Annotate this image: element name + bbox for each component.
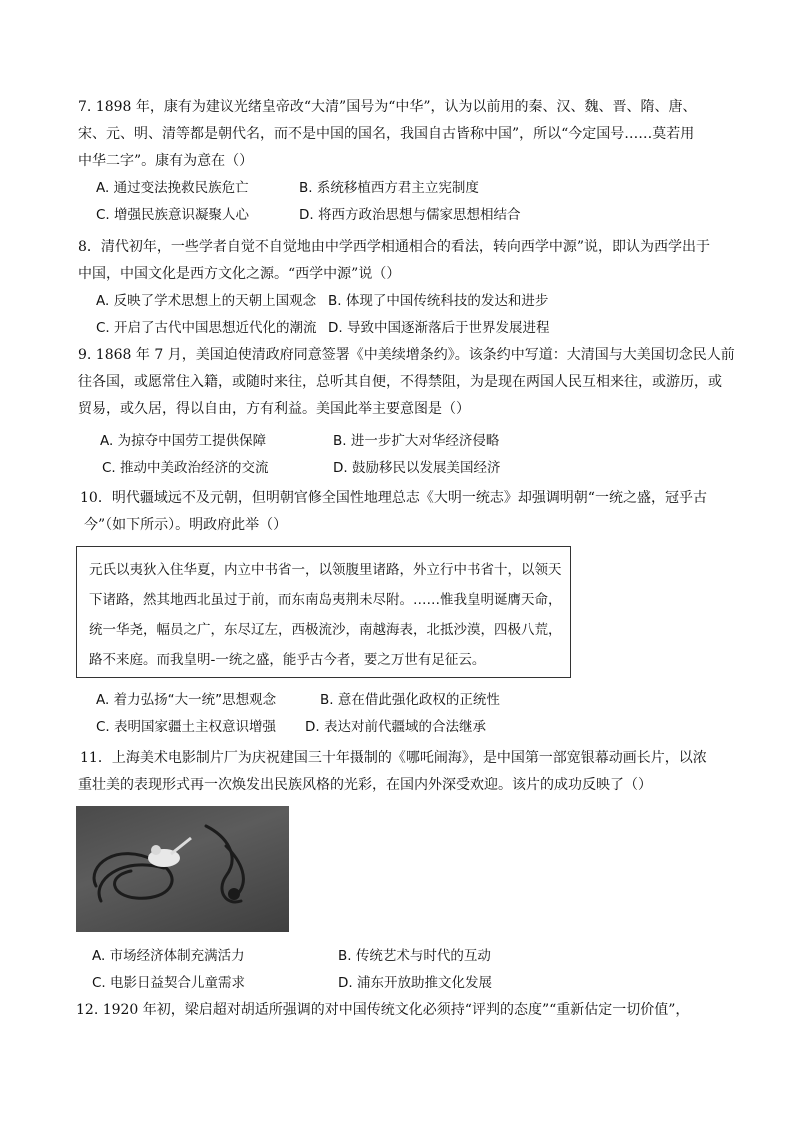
nezha-film-still-image bbox=[76, 806, 289, 932]
q10-quote-line-3: 统一华尧，幅员之广，东尽辽左，西极流沙，南越海表，北抵沙漠，四极八荒， bbox=[89, 622, 562, 638]
q9-stem-line-3: 贸易，或久居，得以自由，方有利益。美国此举主要意图是（） bbox=[78, 401, 470, 417]
q7-option-d: D. 将西方政治思想与儒家思想相结合 bbox=[299, 207, 521, 223]
q7-option-a: A. 通过变法挽救民族危亡 bbox=[96, 180, 249, 196]
q11-option-a: A. 市场经济体制充满活力 bbox=[92, 948, 245, 964]
q9-option-d: D. 鼓励移民以发展美国经济 bbox=[333, 460, 501, 476]
q11-stem-line-2: 重壮美的表现形式再一次焕发出民族风格的光彩，在国内外深受欢迎。该片的成功反映了（） bbox=[78, 777, 652, 793]
q7-stem-line-2: 宋、元、明、清等都是朝代名，而不是中国的国名，我国自古皆称中国”，所以“今定国号……莫若用 bbox=[78, 126, 695, 142]
q10-stem-line-2: 今”（如下所示）。明政府此举（） bbox=[84, 517, 288, 533]
q7-stem-line-3: 中华二字”。康有为意在（） bbox=[78, 153, 254, 169]
q12-stem-line-1: 12. 1920 年初，梁启超对胡适所强调的对中国传统文化必须持“评判的态度”“重新估定一切价值”， bbox=[76, 1002, 690, 1018]
nezha-dragon-illustration bbox=[76, 806, 289, 932]
q10-option-b: B. 意在借此强化政权的正统性 bbox=[320, 692, 500, 708]
q8-option-a: A. 反映了学术思想上的天朝上国观念 bbox=[96, 293, 317, 309]
q10-quote-line-4: 路不来庭。而我皇明-一统之盛，能乎古今者，要之万世有足征云。 bbox=[89, 652, 486, 668]
q9-option-c: C. 推动中美政治经济的交流 bbox=[102, 460, 269, 476]
q10-stem-line-1: 10．明代疆域远不及元朝，但明朝官修全国性地理总志《大明一统志》却强调明朝“一统之盛，冠乎古 bbox=[80, 490, 707, 506]
q7-option-b: B. 系统移植西方君主立宪制度 bbox=[299, 180, 479, 196]
q8-option-c: C. 开启了古代中国思想近代化的潮流 bbox=[96, 320, 317, 336]
q10-option-c: C. 表明国家疆土主权意识增强 bbox=[96, 719, 277, 735]
q10-quote-line-2: 下诸路，然其地西北虽过于前，而东南岛夷荆未尽附。……惟我皇明诞膺天命， bbox=[89, 592, 562, 608]
q9-option-a: A. 为掠夺中国劳工提供保障 bbox=[100, 433, 267, 449]
q7-option-c: C. 增强民族意识凝聚人心 bbox=[96, 207, 250, 223]
q8-stem-line-1: 8．清代初年，一些学者自觉不自觉地由中学西学相通相合的看法，转向西学中源”说，即认为西学出于 bbox=[78, 239, 711, 255]
q11-option-c: C. 电影日益契合儿童需求 bbox=[92, 975, 246, 991]
q10-option-a: A. 着力弘扬“大一统”思想观念 bbox=[96, 692, 277, 708]
q8-option-b: B. 体现了中国传统科技的发达和进步 bbox=[328, 293, 549, 309]
q10-quote-line-1: 元氏以夷狄入住华夏，内立中书省一，以领腹里诸路，外立行中书省十，以领天 bbox=[89, 562, 562, 578]
q10-source-quote-box bbox=[76, 546, 571, 678]
q11-stem-line-1: 11．上海美术电影制片厂为庆祝建国三十年摄制的《哪吒闹海》，是中国第一部宽银幕动画长片，以浓 bbox=[80, 750, 707, 766]
q8-stem-line-2: 中国，中国文化是西方文化之源。“西学中源”说（） bbox=[78, 266, 401, 282]
q11-option-d: D. 浦东开放助推文化发展 bbox=[338, 975, 492, 991]
q10-option-d: D. 表达对前代疆域的合法继承 bbox=[305, 719, 486, 735]
q11-option-b: B. 传统艺术与时代的互动 bbox=[338, 948, 491, 964]
q9-stem-line-2: 往各国，或愿常住入籍，或随时来往，总听其自便，不得禁阻，为是现在两国人民互相来往，或游历，或 bbox=[78, 374, 722, 390]
q9-option-b: B. 进一步扩大对华经济侵略 bbox=[333, 433, 500, 449]
q8-option-d: D. 导致中国逐渐落后于世界发展进程 bbox=[328, 320, 550, 336]
q7-stem-line-1: 7. 1898 年，康有为建议光绪皇帝改“大清”国号为“中华”，认为以前用的秦、汉、魏、晋、隋、唐、 bbox=[78, 99, 697, 115]
q9-stem-line-1: 9. 1868 年 7 月，美国迫使清政府同意签署《中美续增条约》。该条约中写道：大清国与大美国切念民人前 bbox=[78, 347, 735, 363]
